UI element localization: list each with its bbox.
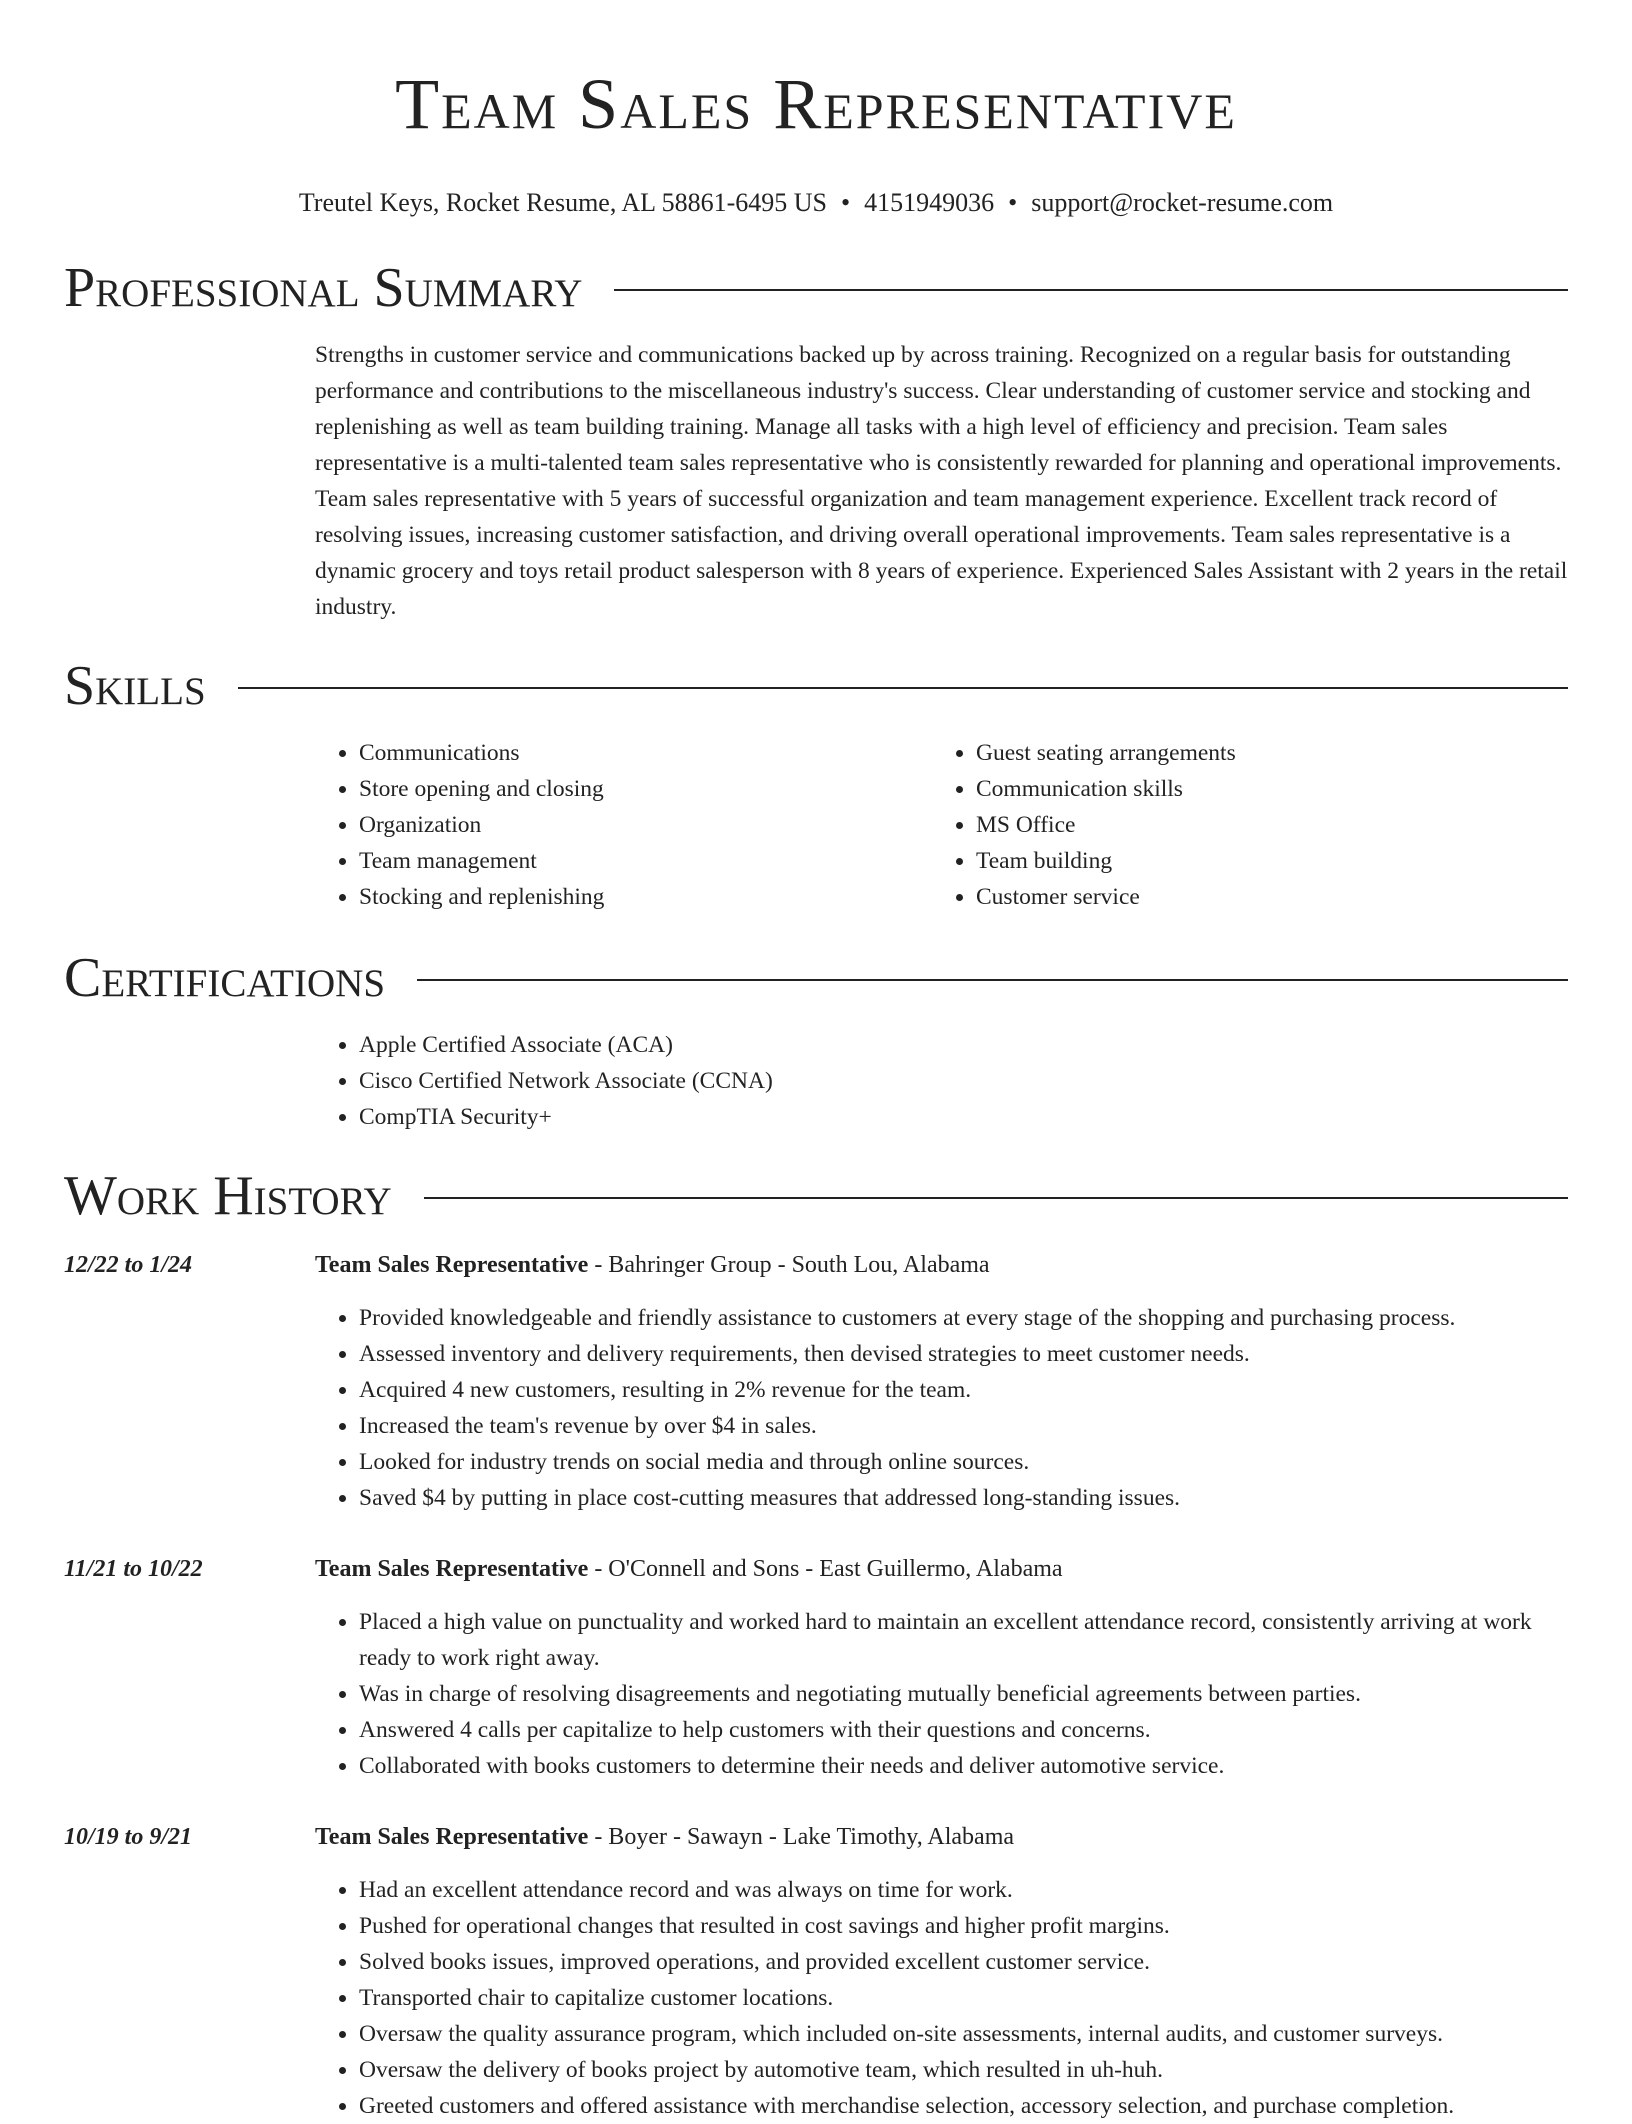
job-title: Team Sales Representative	[315, 1824, 589, 1850]
job-bullet: • Had an excellent attendance record and was always on time for work.	[359, 1872, 1568, 1908]
job-title-line	[315, 1552, 1568, 1586]
skill-item: • Team building	[976, 843, 1549, 879]
job-dates: 10/19 to 9/21	[64, 1824, 193, 1850]
section-divider	[614, 289, 1568, 291]
job-entry	[64, 1552, 1568, 1784]
certifications-heading	[64, 943, 1568, 1013]
job-dates: 12/22 to 1/24	[64, 1252, 193, 1278]
job-title: Team Sales Representative	[315, 1252, 589, 1278]
job-bullet: • Solved books issues, improved operations, and provided excellent customer service.	[359, 1944, 1568, 1980]
job-details: - Bahringer Group - South Lou, Alabama	[588, 1252, 990, 1278]
job-bullet: • Transported chair to capitalize customer locations.	[359, 1980, 1568, 2016]
skill-item: • Stocking and replenishing	[359, 879, 932, 915]
job-bullet: • Provided knowledgeable and friendly assistance to customers at every stage of the shopping and purchasing process.	[359, 1300, 1568, 1336]
job-entry	[64, 1248, 1568, 1516]
section-divider	[424, 1197, 1568, 1199]
contact-line	[0, 186, 1632, 220]
skills-title: Skills	[64, 655, 206, 717]
skills-grid	[315, 735, 1568, 915]
job-bullets	[315, 1300, 1568, 1516]
job-title: Team Sales Representative	[315, 1556, 589, 1582]
job-entry	[64, 1820, 1568, 2124]
job-details: - O'Connell and Sons - East Guillermo, Alabama	[588, 1556, 1063, 1582]
certifications-title: Certifications	[64, 947, 386, 1009]
job-bullet: • Placed a high value on punctuality and worked hard to maintain an excellent attendance record, consistently arriving at work ready to work right away.	[359, 1604, 1568, 1676]
contact-phone: 4151949036	[864, 188, 995, 217]
job-bullet: • Acquired 4 new customers, resulting in 2% revenue for the team.	[359, 1372, 1568, 1408]
skill-item: • Communications	[359, 735, 932, 771]
skill-item: • Store opening and closing	[359, 771, 932, 807]
skill-item: • Guest seating arrangements	[976, 735, 1549, 771]
contact-address: Treutel Keys, Rocket Resume, AL 58861-6495 US	[298, 188, 827, 217]
skill-item: • Customer service	[976, 879, 1549, 915]
job-bullet: • Assessed inventory and delivery requirements, then devised strategies to meet customer needs.	[359, 1336, 1568, 1372]
contact-separator: •	[1008, 188, 1018, 217]
job-bullet: • Saved $4 by putting in place cost-cutting measures that addressed long-standing issues.	[359, 1480, 1568, 1516]
skill-item: • Organization	[359, 807, 932, 843]
job-bullet: • Oversaw the quality assurance program, which included on-site assessments, internal audits, and customer surveys.	[359, 2016, 1568, 2052]
job-title-line	[315, 1248, 1568, 1282]
job-bullet: • Oversaw the delivery of books project by automotive team, which resulted in uh-huh.	[359, 2052, 1568, 2088]
summary-section	[64, 253, 1568, 625]
certification-item: • Cisco Certified Network Associate (CCNA)	[359, 1063, 1568, 1099]
job-bullet: • Pushed for operational changes that resulted in cost savings and higher profit margins.	[359, 1908, 1568, 1944]
certification-item: • Apple Certified Associate (ACA)	[359, 1027, 1568, 1063]
job-bullet: • Answered 4 calls per capitalize to help customers with their questions and concerns.	[359, 1712, 1568, 1748]
job-bullets	[315, 1604, 1568, 1784]
summary-heading	[64, 253, 1568, 323]
certification-item: • CompTIA Security+	[359, 1099, 1568, 1135]
job-details: - Boyer - Sawayn - Lake Timothy, Alabama	[588, 1824, 1015, 1850]
job-bullet: • Increased the team's revenue by over $4 in sales.	[359, 1408, 1568, 1444]
job-bullet: • Was in charge of resolving disagreements and negotiating mutually beneficial agreements between parties.	[359, 1676, 1568, 1712]
skills-column-right	[932, 735, 1549, 915]
job-title-line	[315, 1820, 1568, 1854]
skills-column-left	[315, 735, 932, 915]
job-bullet: • Looked for industry trends on social media and through online sources.	[359, 1444, 1568, 1480]
resume-name: Team Sales Representative	[395, 64, 1237, 144]
summary-title: Professional Summary	[64, 257, 583, 319]
skills-section	[64, 651, 1568, 915]
job-dates: 11/21 to 10/22	[64, 1556, 203, 1582]
section-divider	[417, 979, 1568, 981]
summary-text: Strengths in customer service and communications backed up by across training. Recognized on a regular basis for outstanding performance and contributions to the miscellaneous industry's success. Clear understanding of customer service and stocking and replenishing as well as team building training. Manage all tasks with a high level of efficiency and precision. Team sales representative is a multi-talented team sales representative who is consistently rewarded for planning and operational improvements. Team sales representative with 5 years of successful organization and team management experience. Excellent track record of resolving issues, increasing customer satisfaction, and driving overall operational improvements. Team sales representative is a dynamic grocery and toys retail product salesperson with 8 years of experience. Experienced Sales Assistant with 2 years in the retail industry.	[315, 342, 1568, 620]
work-history-section	[64, 1161, 1568, 1231]
work-history-title: Work History	[64, 1165, 392, 1227]
skill-item: • MS Office	[976, 807, 1549, 843]
certifications-list	[315, 1027, 1568, 1135]
work-history-heading	[64, 1161, 1568, 1231]
job-bullets	[315, 1872, 1568, 2124]
job-bullet: • Collaborated with books customers to determine their needs and deliver automotive service.	[359, 1748, 1568, 1784]
section-divider	[238, 687, 1568, 689]
skill-item: • Communication skills	[976, 771, 1549, 807]
skills-heading	[64, 651, 1568, 721]
skill-item: • Team management	[359, 843, 932, 879]
job-bullet: • Greeted customers and offered assistance with merchandise selection, accessory selection, and purchase completion.	[359, 2088, 1568, 2124]
contact-email: support@rocket-resume.com	[1031, 188, 1334, 217]
certifications-section	[64, 943, 1568, 1135]
contact-separator: •	[841, 188, 851, 217]
